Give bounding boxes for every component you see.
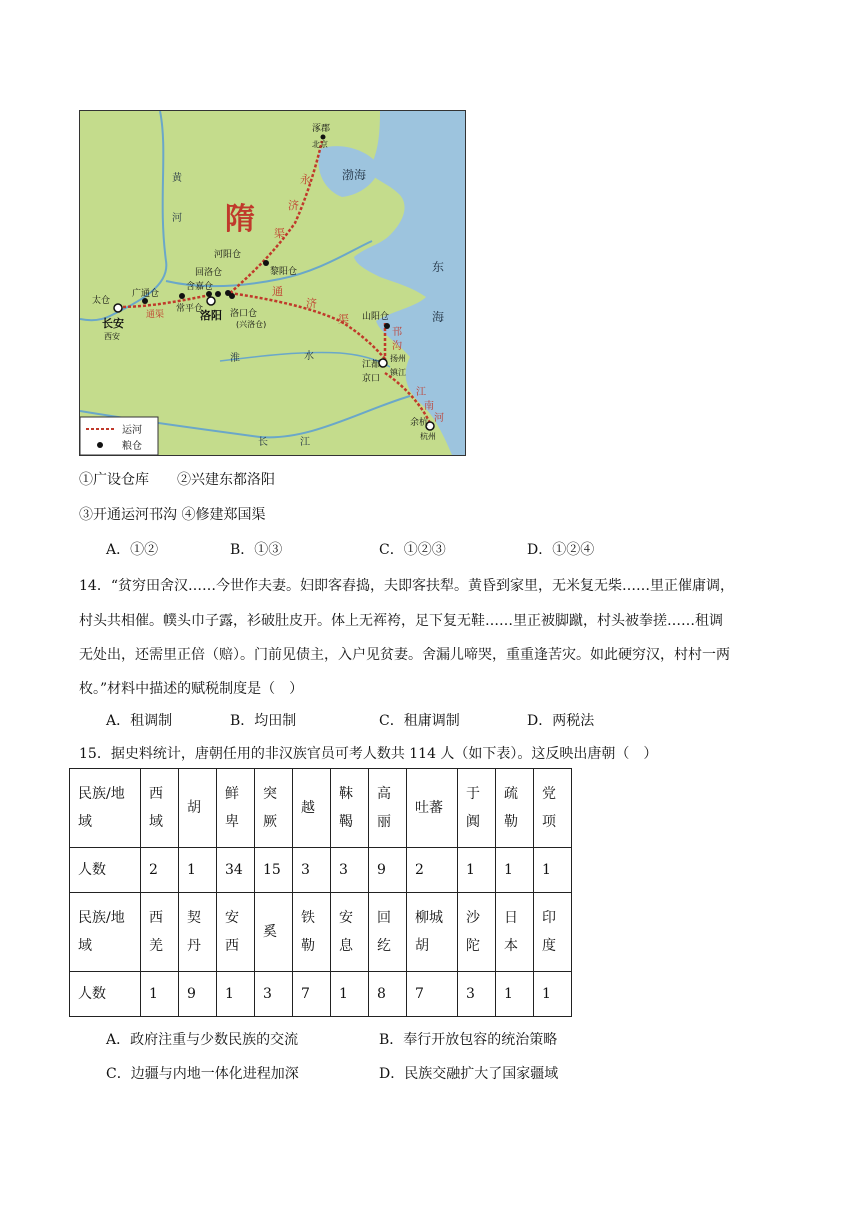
q14-stem-line4: 枚。”材料中描述的赋税制度是（ ） bbox=[79, 681, 304, 697]
q15-option-c[interactable]: C．边疆与内地一体化进程加深 bbox=[106, 1066, 299, 1082]
count-cell: 34 bbox=[217, 848, 255, 893]
svg-text:黎阳仓: 黎阳仓 bbox=[270, 267, 298, 277]
count-cell: 7 bbox=[293, 972, 331, 1017]
count-cell: 2 bbox=[141, 848, 179, 893]
svg-text:永: 永 bbox=[300, 173, 311, 186]
group-cell: 西羌 bbox=[149, 910, 163, 954]
svg-text:京口: 京口 bbox=[362, 374, 381, 384]
q14-option-c[interactable]: C．租庸调制 bbox=[379, 713, 460, 729]
count-cell: 1 bbox=[458, 848, 496, 893]
q15-stem: 15．据史料统计，唐朝任用的非汉族官员可考人数共 114 人（如下表）。这反映出唐朝（ ） bbox=[79, 746, 658, 762]
svg-text:常平仓: 常平仓 bbox=[176, 304, 204, 314]
svg-text:镇江: 镇江 bbox=[390, 368, 406, 377]
count-cell: 2 bbox=[407, 848, 458, 893]
table-row bbox=[70, 893, 572, 972]
group-cell: 铁勒 bbox=[301, 910, 315, 954]
svg-text:太仓: 太仓 bbox=[92, 296, 111, 306]
svg-text:运河: 运河 bbox=[122, 425, 142, 436]
group-cell: 吐蕃 bbox=[415, 800, 443, 816]
q15-option-d[interactable]: D．民族交融扩大了国家疆域 bbox=[379, 1066, 559, 1082]
count-cell: 9 bbox=[179, 972, 217, 1017]
svg-text:通: 通 bbox=[272, 285, 283, 298]
group-cell: 回纥 bbox=[377, 910, 391, 954]
group-cell: 疏勒 bbox=[504, 786, 518, 830]
group-cell: 契丹 bbox=[187, 910, 201, 954]
svg-text:沟: 沟 bbox=[392, 341, 402, 352]
svg-text:通渠: 通渠 bbox=[146, 310, 165, 320]
group-cell: 突厥 bbox=[263, 786, 277, 830]
svg-text:涿郡: 涿郡 bbox=[312, 124, 331, 134]
svg-text:长安: 长安 bbox=[102, 317, 124, 330]
q13-option-d[interactable]: D．①②④ bbox=[527, 542, 595, 558]
count-cell: 8 bbox=[369, 972, 407, 1017]
svg-text:洛阳: 洛阳 bbox=[200, 309, 222, 322]
q15-option-a[interactable]: A．政府注重与少数民族的交流 bbox=[106, 1032, 299, 1048]
svg-text:南: 南 bbox=[424, 401, 434, 412]
table-row bbox=[70, 769, 572, 848]
q14-stem-line1: 14．“贫穷田舍汉……今世作夫妻。妇即客舂捣，夫即客扶犁。黄昏到家里，无米复无柴……里正催庸调， bbox=[79, 578, 734, 594]
sui-canal-map bbox=[79, 110, 466, 456]
svg-text:海: 海 bbox=[432, 310, 445, 324]
svg-text:扬州: 扬州 bbox=[390, 354, 406, 363]
count-cell: 7 bbox=[407, 972, 458, 1017]
q14-stem-line2: 村头共相催。幞头巾子露，衫破肚皮开。体上无裈袴，足下复无鞋……里正被脚蹴，村头被拳搓……租调 bbox=[79, 613, 723, 629]
q14-stem-line3: 无处出，还需里正倍（赔）。门前见债主，入户见贫妻。舍漏儿啼哭，重重逢苦灾。如此硬穷汉，村村一两 bbox=[79, 647, 730, 663]
svg-text:(兴洛仓): (兴洛仓) bbox=[236, 320, 267, 329]
group-cell: 靺鞨 bbox=[339, 786, 353, 830]
svg-text:东: 东 bbox=[432, 260, 445, 274]
map-legend bbox=[80, 417, 158, 455]
svg-text:济: 济 bbox=[306, 297, 317, 310]
svg-text:北京: 北京 bbox=[312, 140, 328, 149]
count-cell: 1 bbox=[141, 972, 179, 1017]
count-cell: 3 bbox=[331, 848, 369, 893]
svg-text:邗: 邗 bbox=[392, 327, 402, 338]
group-cell: 日本 bbox=[504, 910, 518, 954]
group-cell: 党项 bbox=[542, 786, 556, 830]
svg-text:渠: 渠 bbox=[338, 313, 349, 326]
svg-text:济: 济 bbox=[288, 199, 299, 212]
header-label: 民族/地域 bbox=[78, 910, 125, 954]
count-cell: 1 bbox=[217, 972, 255, 1017]
count-cell: 15 bbox=[255, 848, 293, 893]
group-cell: 奚 bbox=[263, 924, 277, 940]
group-cell: 高丽 bbox=[377, 786, 391, 830]
svg-text:黄: 黄 bbox=[172, 173, 182, 184]
count-cell: 9 bbox=[369, 848, 407, 893]
count-cell: 3 bbox=[458, 972, 496, 1017]
svg-text:淮: 淮 bbox=[230, 353, 240, 364]
svg-text:河: 河 bbox=[172, 213, 182, 224]
svg-text:西安: 西安 bbox=[104, 332, 120, 341]
q14-option-a[interactable]: A．租调制 bbox=[106, 713, 173, 729]
count-cell: 3 bbox=[293, 848, 331, 893]
group-cell: 安西 bbox=[225, 910, 239, 954]
svg-text:河: 河 bbox=[434, 413, 444, 424]
group-cell: 于阗 bbox=[466, 786, 480, 830]
group-cell: 沙陀 bbox=[466, 910, 480, 954]
svg-text:水: 水 bbox=[304, 351, 314, 362]
svg-text:江都: 江都 bbox=[362, 360, 381, 370]
group-cell: 越 bbox=[301, 800, 315, 816]
svg-text:渠: 渠 bbox=[274, 227, 285, 240]
q13-option-a[interactable]: A．①② bbox=[106, 542, 159, 558]
svg-text:江: 江 bbox=[416, 387, 426, 398]
dynasty-label: 隋 bbox=[225, 202, 255, 237]
svg-text:广通仓: 广通仓 bbox=[132, 289, 160, 299]
group-cell: 安息 bbox=[339, 910, 353, 954]
svg-text:杭州: 杭州 bbox=[420, 432, 436, 441]
count-cell: 1 bbox=[496, 848, 534, 893]
q13-option-b[interactable]: B．①③ bbox=[230, 542, 283, 558]
count-cell: 1 bbox=[534, 972, 572, 1017]
group-cell: 鲜卑 bbox=[225, 786, 239, 830]
q14-option-d[interactable]: D．两税法 bbox=[527, 713, 595, 729]
q13-items-line1: ①广设仓库 ②兴建东都洛阳 bbox=[79, 472, 275, 488]
count-cell: 1 bbox=[534, 848, 572, 893]
table-row bbox=[70, 972, 572, 1017]
q13-option-c[interactable]: C．①②③ bbox=[379, 542, 446, 558]
count-label: 人数 bbox=[70, 972, 141, 1017]
svg-text:含嘉仓: 含嘉仓 bbox=[186, 282, 214, 292]
count-cell: 3 bbox=[255, 972, 293, 1017]
group-cell: 印度 bbox=[542, 910, 556, 954]
count-cell: 1 bbox=[496, 972, 534, 1017]
q14-option-b[interactable]: B．均田制 bbox=[230, 713, 297, 729]
svg-text:渤海: 渤海 bbox=[342, 168, 367, 182]
q13-items-line2: ③开通运河邗沟 ④修建郑国渠 bbox=[79, 507, 266, 523]
svg-text:洛口仓: 洛口仓 bbox=[230, 309, 258, 319]
ethnic-officials-table bbox=[69, 768, 572, 1017]
count-cell: 1 bbox=[331, 972, 369, 1017]
svg-text:粮仓: 粮仓 bbox=[122, 441, 142, 452]
svg-text:江: 江 bbox=[300, 437, 310, 448]
group-cell: 西域 bbox=[149, 786, 163, 830]
svg-text:河阳仓: 河阳仓 bbox=[214, 250, 242, 260]
q15-option-b[interactable]: B．奉行开放包容的统治策略 bbox=[379, 1032, 558, 1048]
header-label: 民族/地域 bbox=[78, 786, 125, 830]
table-row bbox=[70, 848, 572, 893]
count-cell: 1 bbox=[179, 848, 217, 893]
svg-text:长: 长 bbox=[258, 437, 268, 448]
group-cell: 胡 bbox=[187, 800, 201, 816]
count-label: 人数 bbox=[70, 848, 141, 893]
svg-text:山阳仓: 山阳仓 bbox=[362, 312, 390, 322]
svg-text:余杭: 余杭 bbox=[410, 418, 429, 428]
svg-text:回洛仓: 回洛仓 bbox=[195, 268, 223, 278]
group-cell: 柳城胡 bbox=[415, 910, 443, 954]
